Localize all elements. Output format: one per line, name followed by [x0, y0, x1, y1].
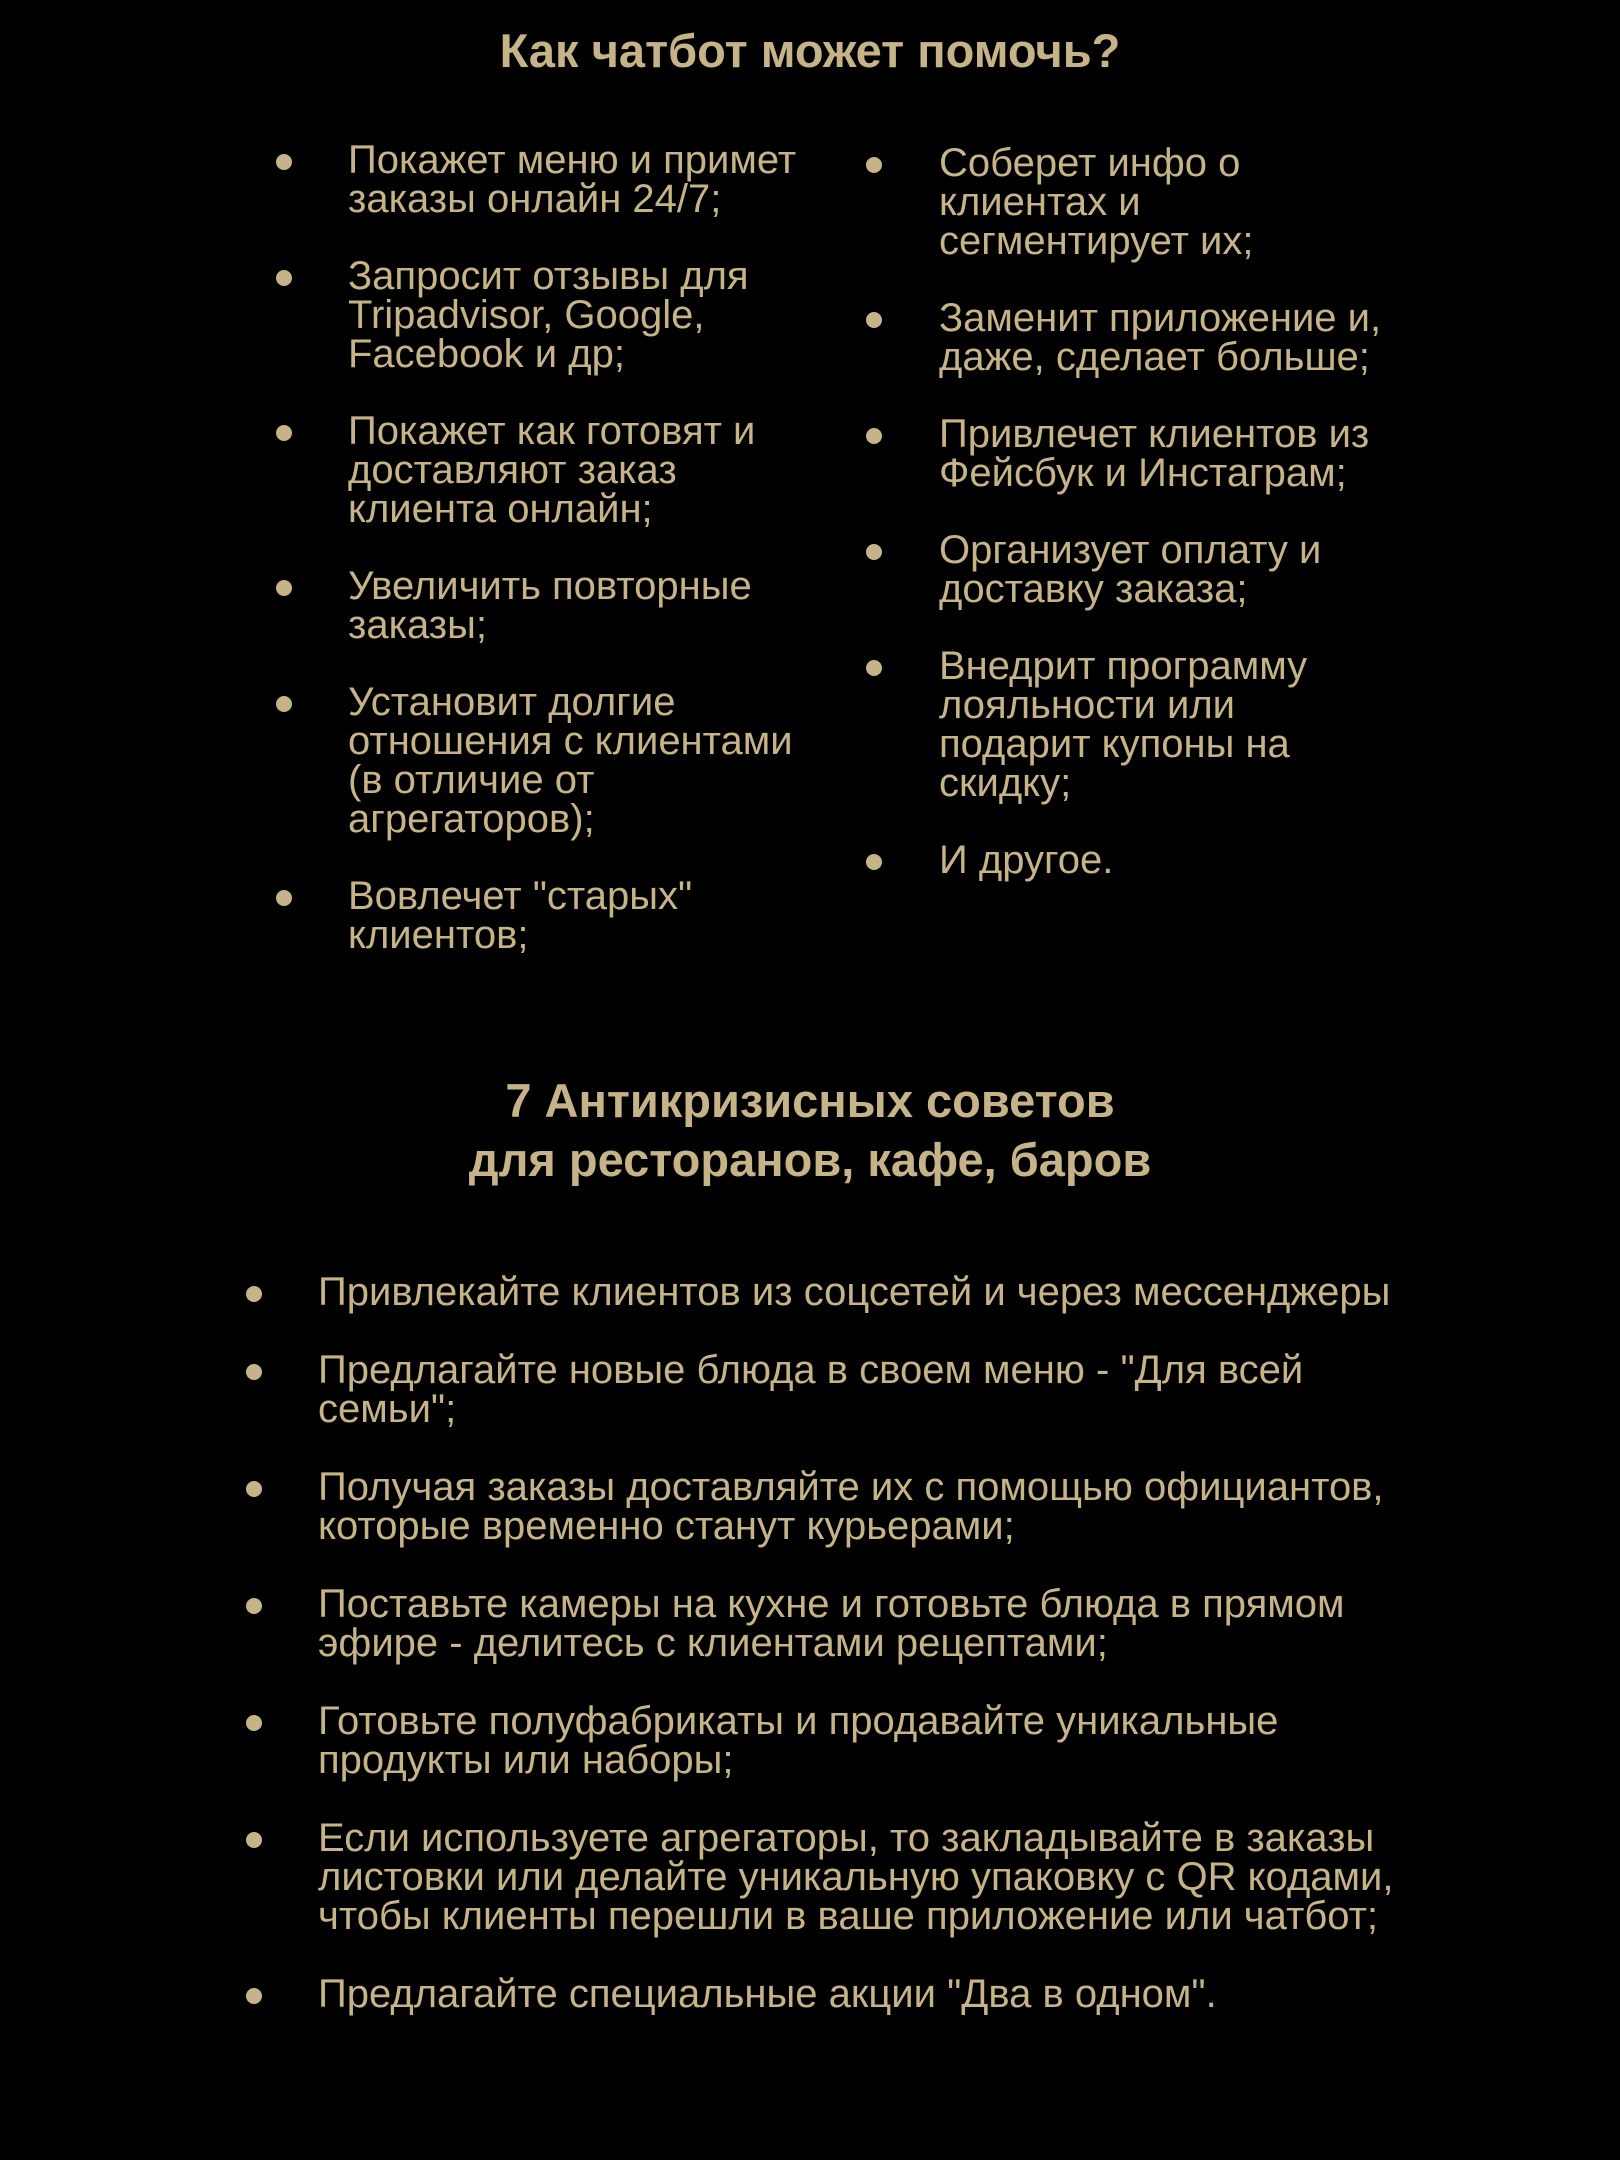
bullet-icon	[276, 425, 292, 441]
list-item-text: Покажет меню и примет заказы онлайн 24/7;	[348, 138, 797, 221]
list-item	[939, 644, 1389, 805]
list-item-text: Вовлечет "старых" клиентов;	[348, 874, 693, 957]
bullet-icon	[866, 312, 882, 328]
list-item	[939, 296, 1389, 379]
list-item-text: Поставьте камеры на кухне и готовьте блюда в прямом эфире - делитесь с клиентами рецептами;	[318, 1582, 1345, 1665]
list-item-text: Соберет инфо о клиентах и сегментирует их;	[939, 141, 1254, 263]
bullet-icon	[246, 1715, 262, 1731]
bullet-icon	[276, 270, 292, 286]
list-item	[348, 680, 808, 841]
list-item	[939, 528, 1389, 611]
benefits-list-left	[348, 138, 808, 993]
bullet-icon	[246, 1286, 262, 1302]
bullet-icon	[276, 154, 292, 170]
benefits-list-right	[939, 141, 1389, 918]
title-line-1: 7 Антикризисных советов	[505, 1074, 1115, 1127]
list-item	[318, 1816, 1398, 1938]
list-item	[939, 412, 1389, 495]
list-item	[348, 409, 808, 531]
list-item-text: Покажет как готовят и доставляют заказ клиента онлайн;	[348, 409, 756, 531]
bullet-icon	[246, 1832, 262, 1848]
list-item	[939, 141, 1389, 263]
bullet-icon	[866, 428, 882, 444]
list-item-text: Предлагайте специальные акции "Два в одном".	[318, 1972, 1217, 2016]
section-title-anticrisis-tips	[0, 1071, 1620, 1189]
list-item	[318, 1972, 1398, 2016]
bullet-icon	[246, 1481, 262, 1497]
list-item-text: Установит долгие отношения с клиентами (в отличие от агрегаторов);	[348, 680, 793, 841]
list-item-text: Заменит приложение и, даже, сделает больше;	[939, 296, 1382, 379]
bullet-icon	[866, 157, 882, 173]
bullet-icon	[246, 1598, 262, 1614]
list-item-text: Увеличить повторные заказы;	[348, 564, 752, 647]
list-item-text: Получая заказы доставляйте их с помощью официантов, которые временно станут курьерами;	[318, 1465, 1384, 1548]
list-item-text: И другое.	[939, 838, 1114, 882]
list-item	[318, 1465, 1398, 1548]
bullet-icon	[276, 696, 292, 712]
list-item	[348, 254, 808, 376]
list-item	[348, 564, 808, 647]
list-item-text: Запросит отзывы для Tripadvisor, Google, Facebook и др;	[348, 254, 749, 376]
tips-list	[318, 1270, 1398, 2053]
section-title-chatbot-help: Как чатбот может помочь?	[499, 24, 1121, 77]
list-item-text: Привлечет клиентов из Фейсбук и Инстаграм;	[939, 412, 1370, 495]
list-item	[318, 1348, 1398, 1431]
list-item	[318, 1270, 1398, 1314]
list-item-text: Если используете агрегаторы, то закладывайте в заказы листовки или делайте уникальную упаковку с QR кодами, чтобы клиенты перешли в ваше приложение или чатбот;	[318, 1816, 1394, 1938]
list-item-text: Организует оплату и доставку заказа;	[939, 528, 1322, 611]
list-item	[348, 874, 808, 957]
list-item-text: Внедрит программу лояльности или подарит купоны на скидку;	[939, 644, 1308, 805]
list-item-text: Предлагайте новые блюда в своем меню - "Для всей семьи";	[318, 1348, 1304, 1431]
list-item	[348, 138, 808, 221]
title-line-2: для ресторанов, кафе, баров	[468, 1133, 1152, 1186]
list-item-text: Готовьте полуфабрикаты и продавайте уникальные продукты или наборы;	[318, 1699, 1279, 1782]
bullet-icon	[276, 580, 292, 596]
list-item	[939, 838, 1389, 882]
bullet-icon	[866, 854, 882, 870]
bullet-icon	[866, 544, 882, 560]
bullet-icon	[246, 1988, 262, 2004]
bullet-icon	[276, 890, 292, 906]
bullet-icon	[866, 660, 882, 676]
list-item	[318, 1582, 1398, 1665]
bullet-icon	[246, 1364, 262, 1380]
list-item	[318, 1699, 1398, 1782]
list-item-text: Привлекайте клиентов из соцсетей и через мессенджеры	[318, 1270, 1391, 1314]
